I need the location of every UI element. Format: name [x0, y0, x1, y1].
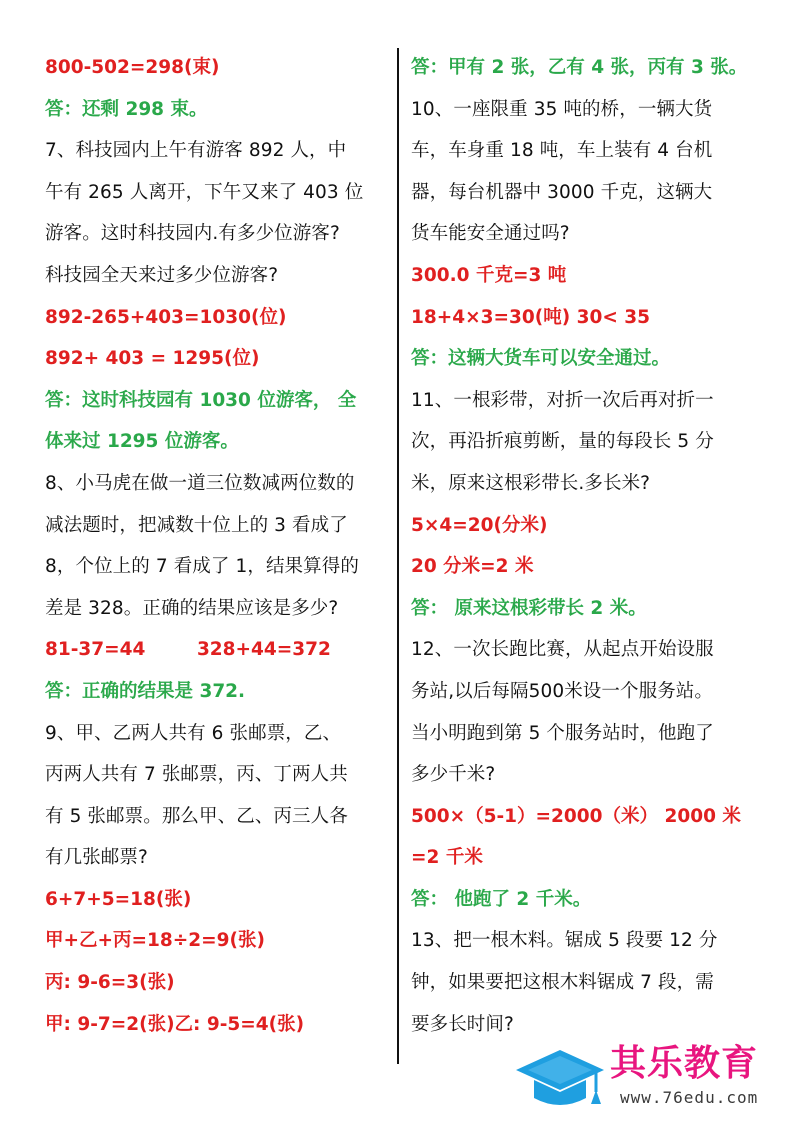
question-line: 要多长时间? [411, 1013, 514, 1035]
answer-line: 答：还剩 298 束。 [45, 98, 208, 120]
solution-line: 5×4=20(分米) [411, 514, 548, 536]
answer-line: 答： 原来这根彩带长 2 米。 [411, 597, 647, 619]
solution-line: 892-265+403=1030(位) [45, 306, 287, 328]
question-line: 有 5 张邮票。那么甲、乙、丙三人各 [45, 805, 348, 827]
question-line: 游客。这时科技园内.有多少位游客? [45, 223, 340, 245]
answer-line: 答：甲有 2 张，乙有 4 张，丙有 3 张。 [411, 57, 748, 78]
question-line: 减法题时，把减数十位上的 3 看成了 [45, 514, 348, 536]
question-line: 差是 328。正确的结果应该是多少? [45, 597, 339, 619]
question-line: 车，车身重 18 吨，车上装有 4 台机 [411, 140, 713, 162]
left-column [45, 47, 385, 1045]
solution-line: 892+ 403 = 1295(位) [45, 348, 260, 370]
question-line: 7、科技园内上午有游客 892 人，中 [45, 140, 347, 162]
solution-line: 800-502=298(束) [45, 57, 220, 78]
solution-line: 丙: 9-6=3(张) [45, 972, 175, 994]
answer-line: 体来过 1295 位游客。 [45, 431, 239, 453]
solution-line: 18+4×3=30(吨) 30< 35 [411, 306, 651, 328]
question-line: 器，每台机器中 3000 千克，这辆大 [411, 181, 713, 203]
solution-line: =2 千米 [411, 847, 483, 869]
solution-line: 20 分米=2 米 [411, 556, 534, 578]
logo-url: www.76edu.com [620, 1088, 759, 1107]
question-line: 9、甲、乙两人共有 6 张邮票，乙、 [45, 722, 342, 744]
question-line: 12、一次长跑比赛，从起点开始设服 [411, 639, 714, 661]
solution-line: 81-37=44 328+44=372 [45, 639, 331, 661]
solution-line: 甲: 9-7=2(张)乙: 9-5=4(张) [45, 1013, 305, 1035]
question-line: 多少千米? [411, 764, 496, 786]
question-line: 午有 265 人离开，下午又来了 403 位 [45, 181, 364, 203]
question-line: 丙两人共有 7 张邮票，丙、丁两人共 [45, 764, 348, 786]
question-line: 8，个位上的 7 看成了 1，结果算得的 [45, 556, 359, 578]
question-line: 当小明跑到第 5 个服务站时，他跑了 [411, 722, 714, 744]
answer-line: 答：正确的结果是 372. [45, 680, 246, 702]
answer-line: 答：这时科技园有 1030 位游客， 全 [45, 389, 357, 411]
question-line: 8、小马虎在做一道三位数减两位数的 [45, 472, 355, 494]
question-line: 货车能安全通过吗? [411, 223, 570, 245]
watermark-logo [512, 1038, 784, 1116]
right-column [411, 47, 751, 1045]
question-line: 13、把一根木料。锯成 5 段要 12 分 [411, 930, 718, 952]
question-line: 11、一根彩带，对折一次后再对折一 [411, 389, 714, 411]
column-divider [397, 48, 399, 1064]
solution-line: 甲+乙+丙=18÷2=9(张) [45, 930, 265, 952]
logo-name: 其乐教育 [610, 1043, 759, 1084]
question-line: 米，原来这根彩带长.多长米? [411, 472, 651, 494]
solution-line: 500×（5-1）=2000（米） 2000 米 [411, 805, 741, 827]
solution-line: 300.0 千克=3 吨 [411, 264, 567, 286]
question-line: 钟，如果要把这根木料锯成 7 段，需 [411, 972, 714, 994]
question-line: 次，再沿折痕剪断，量的每段长 5 分 [411, 431, 714, 453]
question-line: 10、一座限重 35 吨的桥，一辆大货 [411, 98, 713, 120]
solution-line: 6+7+5=18(张) [45, 888, 192, 910]
question-line: 务站,以后每隔500米设一个服务站。 [411, 680, 713, 702]
question-line: 有几张邮票? [45, 847, 148, 869]
graduation-cap-icon [512, 1046, 608, 1112]
answer-line: 答：这辆大货车可以安全通过。 [411, 348, 671, 370]
question-line: 科技园全天来过多少位游客? [45, 264, 279, 286]
answer-line: 答： 他跑了 2 千米。 [411, 888, 592, 910]
